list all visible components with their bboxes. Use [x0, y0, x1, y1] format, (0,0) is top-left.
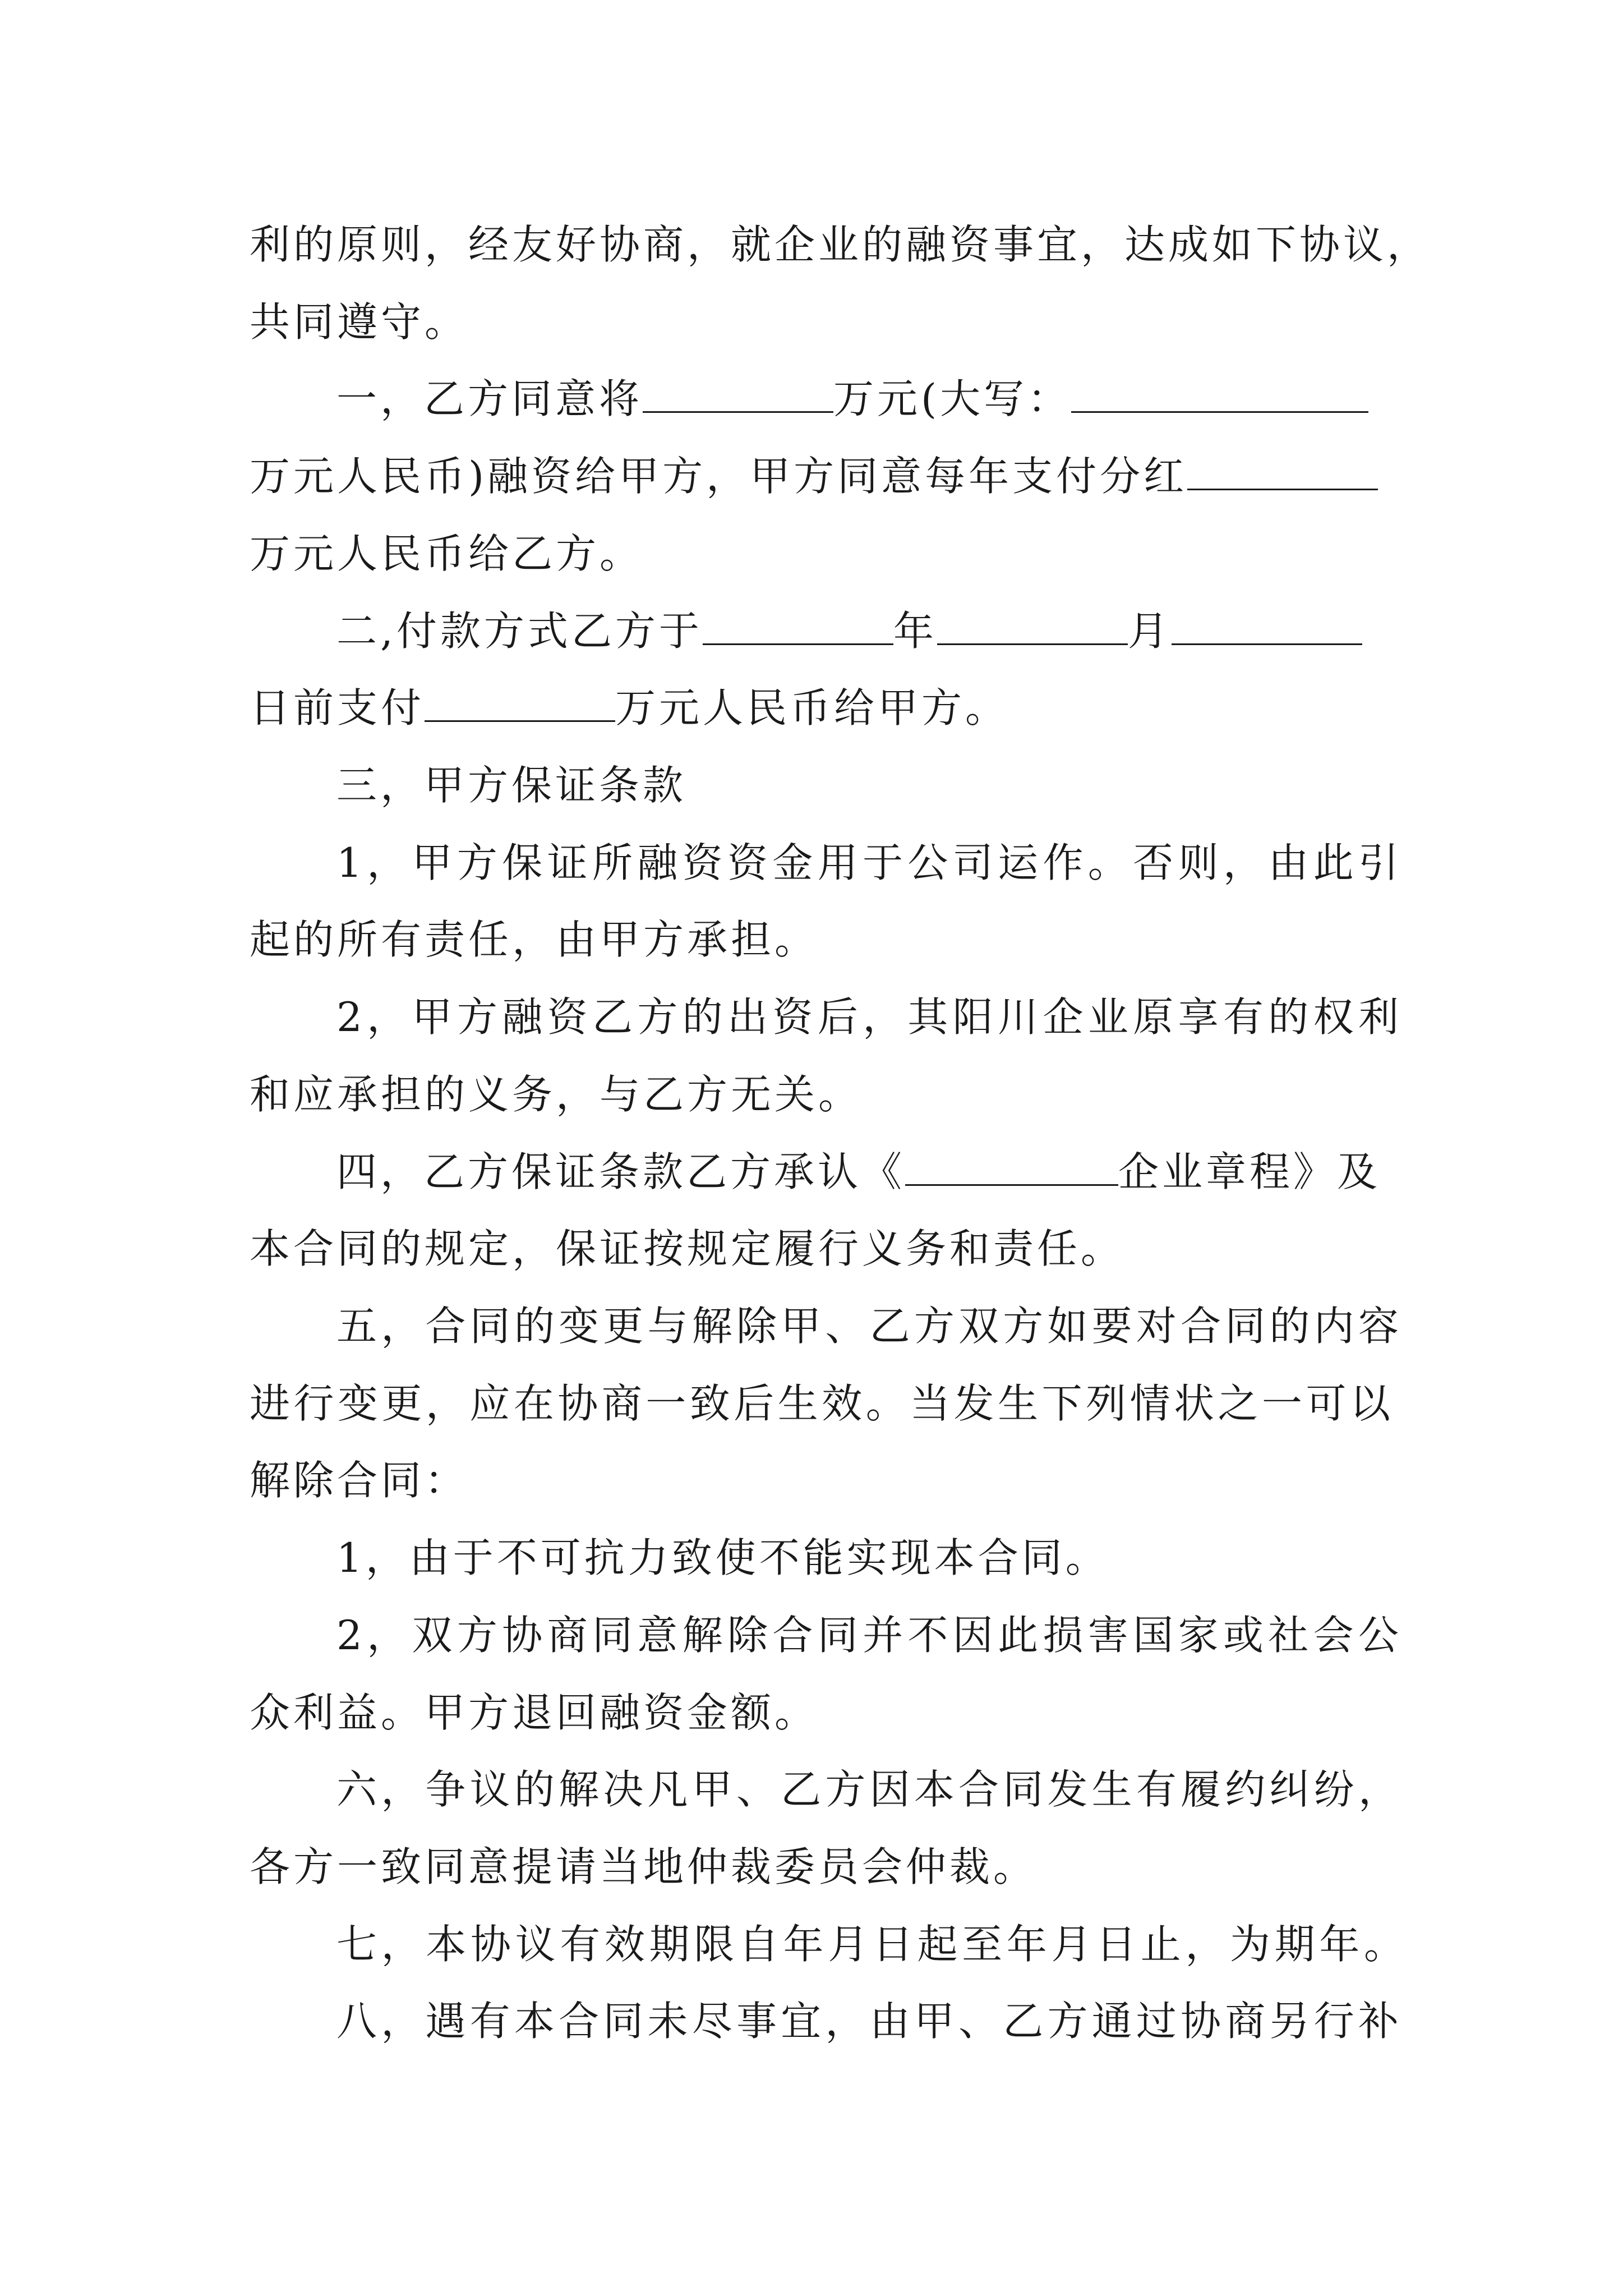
- paragraph-line: 解除合同：: [250, 1457, 469, 1504]
- paragraph-line: 八，遇有本合同未尽事宜，由甲、乙方通过协商另行补: [336, 1998, 1402, 2045]
- paragraph-line: 六，争议的解决凡甲、乙方因本合同发生有履约纠纷，: [336, 1766, 1402, 1813]
- paragraph-line: 利的原则，经友好协商，就企业的融资事宜，达成如下协议，: [250, 221, 1431, 268]
- paragraph-line: 起的所有责任，由甲方承担。: [250, 916, 819, 963]
- clause-text: 万元(大写：: [833, 375, 1072, 422]
- paragraph-line: 1，由于不可抗力致使不能实现本合同。: [336, 1534, 1109, 1581]
- paragraph-line: 万元人民币给乙方。: [250, 530, 644, 577]
- blank-field: [937, 608, 1128, 645]
- paragraph-line: 七，本协议有效期限自年月日起至年月日止，为期年。: [336, 1921, 1408, 1968]
- clause-text: 月: [1127, 608, 1172, 655]
- paragraph-line: 各方一致同意提请当地仲裁委员会仲裁。: [250, 1843, 1038, 1890]
- clause-4-line-1: [336, 1133, 1402, 1211]
- clause-text: 日前支付: [250, 684, 425, 731]
- blank-field: [643, 375, 833, 413]
- clause-2-line-2: [250, 669, 1394, 747]
- blank-field: [1187, 453, 1378, 490]
- clause-text: 一，乙方同意将: [336, 375, 643, 422]
- blank-field: [1071, 375, 1368, 413]
- paragraph-line: 进行变更，应在协商一致后生效。当发生下列情状之一可以: [250, 1380, 1394, 1427]
- paragraph-line: 众利益。甲方退回融资金额。: [250, 1689, 819, 1736]
- paragraph-line: 和应承担的义务，与乙方无关。: [250, 1071, 863, 1118]
- blank-field: [703, 608, 893, 645]
- paragraph-line: 2，甲方融资乙方的出资后，其阳川企业原享有的权利: [336, 993, 1402, 1041]
- paragraph-line: 五，合同的变更与解除甲、乙方双方如要对合同的内容: [336, 1303, 1402, 1350]
- blank-field: [1172, 608, 1362, 645]
- clause-text: 万元人民币)融资给甲方，甲方同意每年支付分红: [250, 453, 1188, 500]
- blank-field: [905, 1148, 1118, 1186]
- paragraph-line: 本合同的规定，保证按规定履行义务和责任。: [250, 1225, 1125, 1272]
- paragraph-line: 共同遵守。: [250, 298, 469, 346]
- clause-text: 企业章程》及: [1118, 1148, 1381, 1195]
- blank-field: [425, 684, 615, 722]
- clause-text: 四，乙方保证条款乙方承认《: [336, 1148, 906, 1195]
- clause-2-line-1: [336, 592, 1402, 670]
- clause-heading: 三，甲方保证条款: [336, 762, 687, 809]
- paragraph-line: 2，双方协商同意解除合同并不因此损害国家或社会公: [336, 1612, 1402, 1659]
- clause-1-line-2: [250, 437, 1394, 516]
- clause-text: 二,付款方式乙方于: [336, 608, 703, 655]
- clause-1-line-1: [336, 360, 1402, 438]
- paragraph-line: 1，甲方保证所融资资金用于公司运作。否则，由此引: [336, 839, 1402, 886]
- clause-text: 万元人民币给甲方。: [615, 684, 1009, 731]
- clause-text: 年: [893, 608, 937, 655]
